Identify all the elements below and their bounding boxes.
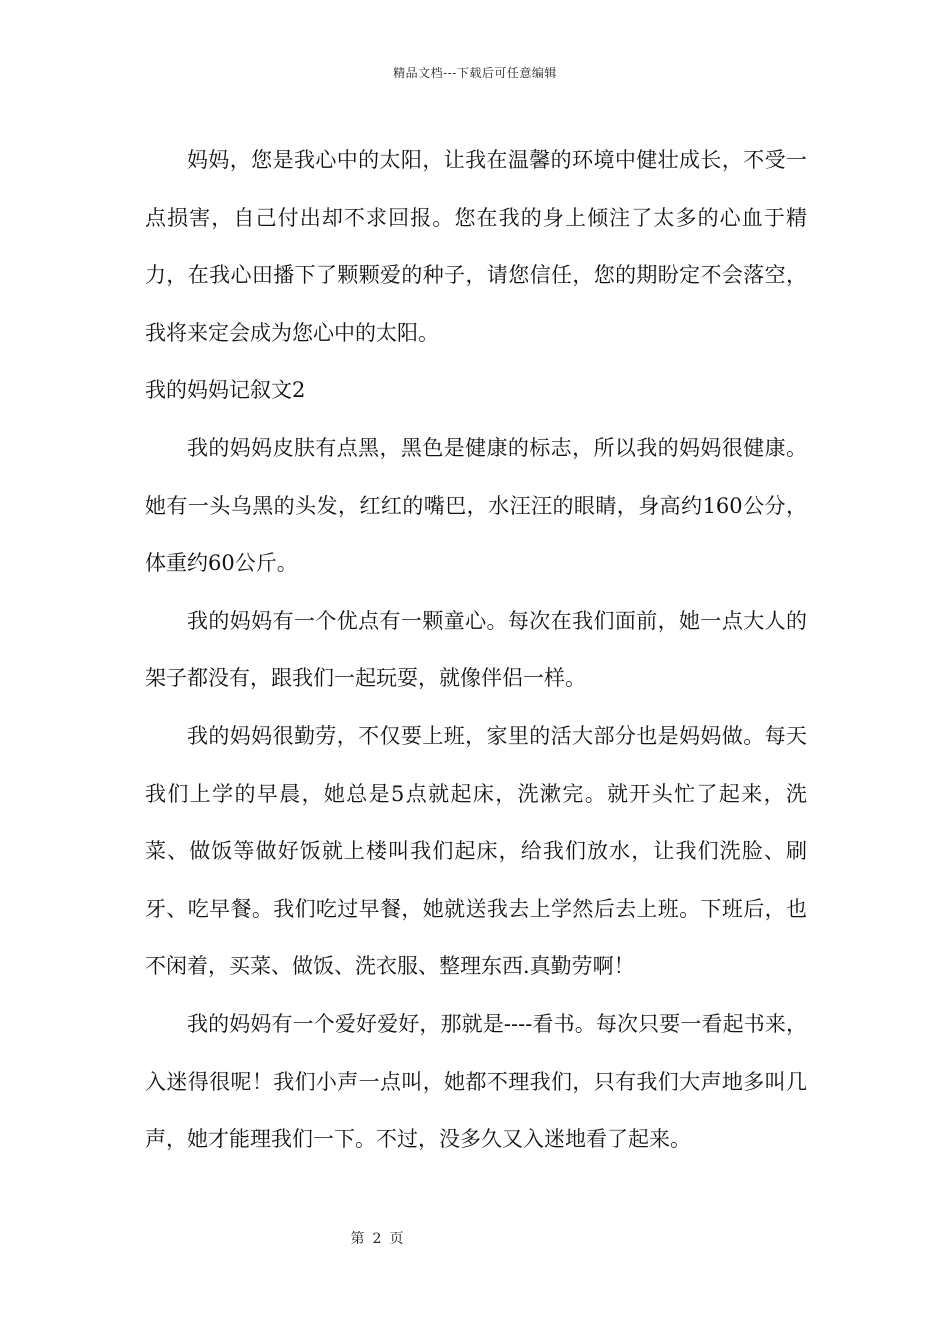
page-number: 2 [372,1231,382,1247]
paragraph-3: 我的妈妈有一个优点有一颗童心。每次在我们面前，她一点大人的架子都没有，跟我们一起玩耍，就像伴侣一样。 [145,608,807,691]
section-heading: 我的妈妈记叙文2 [145,378,306,403]
paragraph-4: 我的妈妈很勤劳，不仅要上班，家里的活大部分也是妈妈做。每天我们上学的早晨，她总是5点就起床，洗漱完。就开头忙了起来，洗菜、做饭等做好饭就上楼叫我们起床，给我们放水，让我们洗脸、刷牙、吃早餐。我们吃过早餐，她就送我去上学然后去上班。下班后，也不闲着，买菜、做饭、洗衣服、整理东西.真勤劳啊！ [145,723,807,979]
paragraph-5: 我的妈妈有一个爱好爱好，那就是----看书。每次只要一看起书来，入迷得很呢！我们小声一点叫，她都不理我们，只有我们大声地多叫几声，她才能理我们一下。不过，没多久又入迷地看了起来。 [145,1011,807,1152]
page-label-suffix: 页 [389,1231,404,1247]
page-footer [0,1228,754,1248]
page-header: 精品文档---下载后可任意编辑 [393,66,557,80]
paragraph-2: 我的妈妈皮肤有点黑，黑色是健康的标志，所以我的妈妈很健康。她有一头乌黑的头发，红红的嘴巴，水汪汪的眼睛，身高约160公分，体重约60公斤。 [145,435,807,576]
document-body [145,132,807,1169]
paragraph-1: 妈妈，您是我心中的太阳，让我在温馨的环境中健壮成长，不受一点损害，自己付出却不求回报。您在我的身上倾注了太多的心血于精力，在我心田播下了颗颗爱的种子，请您信任，您的期盼定不会落空，我将来定会成为您心中的太阳。 [145,148,807,345]
page-label-prefix: 第 [350,1231,365,1247]
